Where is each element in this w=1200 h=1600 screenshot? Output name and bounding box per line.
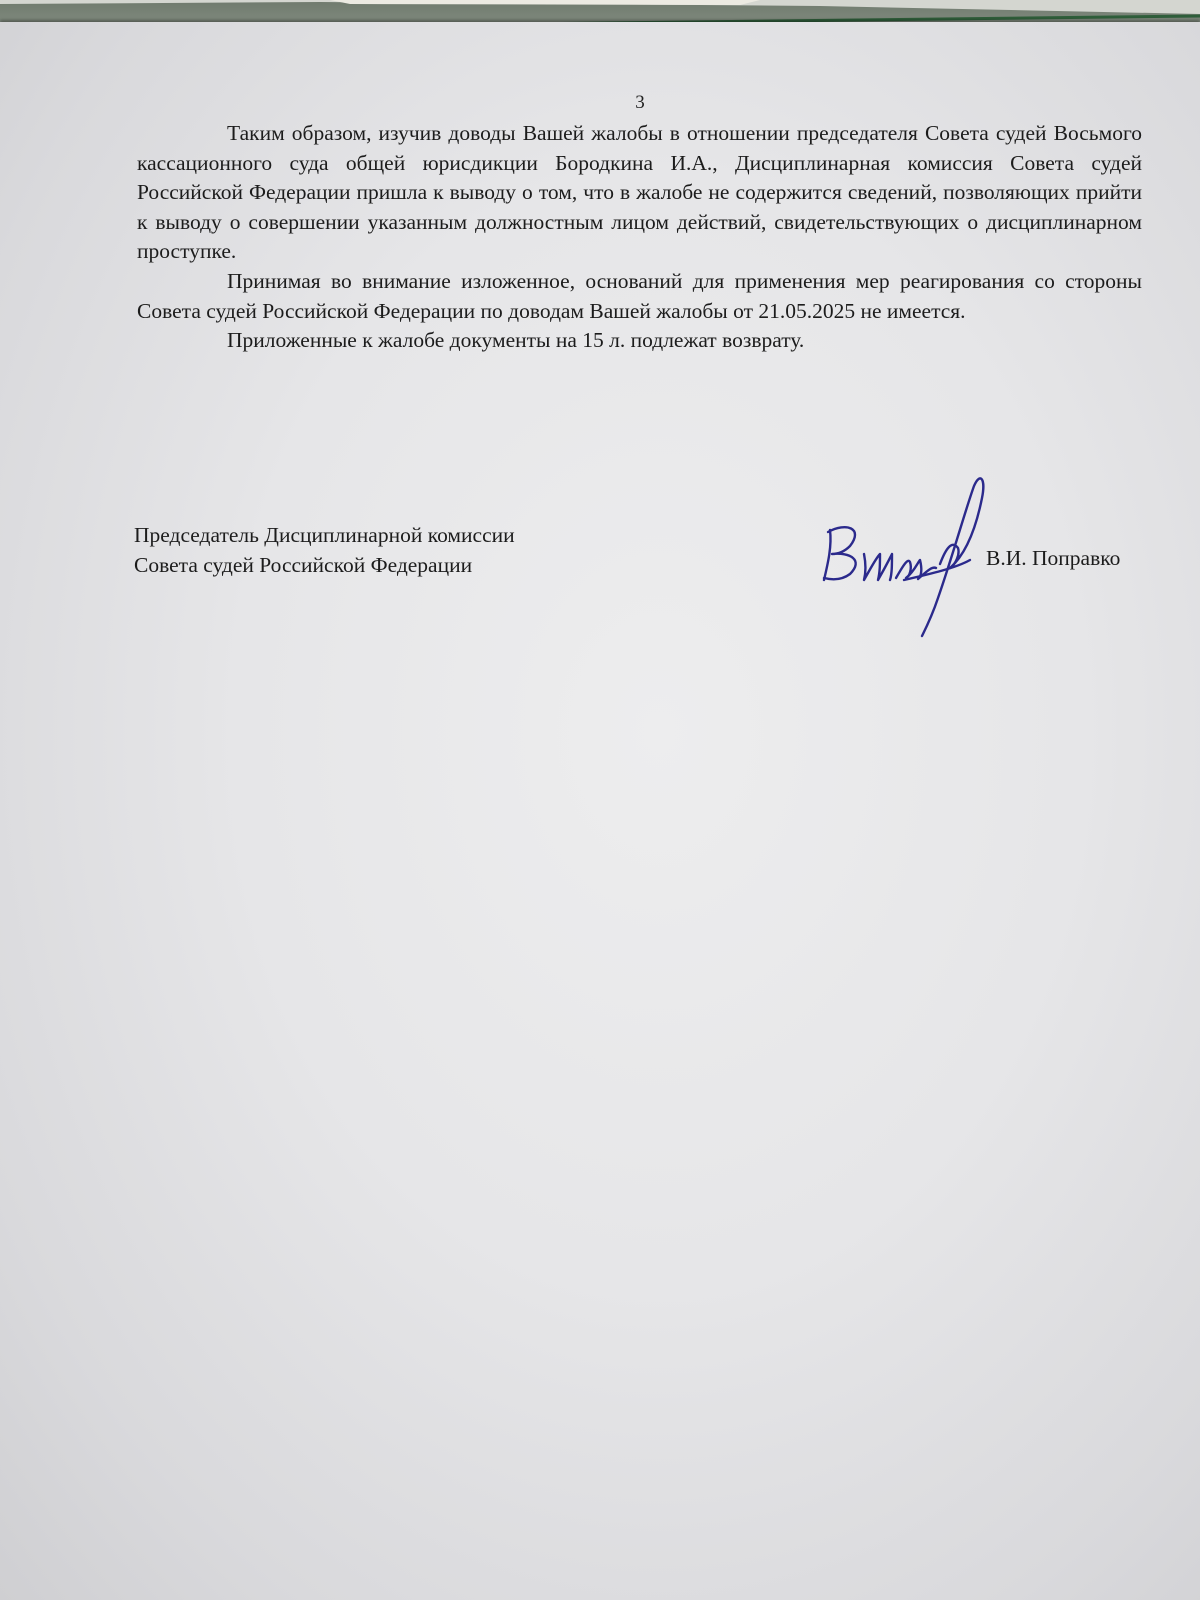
paragraph-attachments: Приложенные к жалобе документы на 15 л. подлежат возврату. — [227, 328, 805, 353]
letter-body — [137, 119, 1142, 356]
paragraph-conclusion: Таким образом, изучив доводы Вашей жалобы в отношении председателя Совета судей Восьмого кассационного суда общей юрисдикции Бородкина И.А., Дисциплинарная комиссия Совета судей Российской Федерации пришла к выводу о том, что в жалобе не содержится сведений, позволяющих прийти к выводу о совершении указанным должностным лицом действий, свидетельствующих о дисциплинарном проступке. — [137, 121, 1142, 264]
signatory-title-line-2: Совета судей Российской Федерации — [134, 553, 473, 577]
signatory-title-line-1: Председатель Дисциплинарной комиссии — [134, 523, 515, 547]
signer-name: В.И. Поправко — [986, 546, 1121, 570]
paragraph-decision: Принимая во внимание изложенное, оснований для применения мер реагирования со стороны Совета судей Российской Федерации по доводам Вашей жалобы от 21.05.2025 не имеется. — [137, 268, 1142, 323]
handwritten-signature — [820, 468, 1010, 643]
page-number: 3 — [635, 92, 645, 113]
signatory-title — [134, 520, 515, 580]
